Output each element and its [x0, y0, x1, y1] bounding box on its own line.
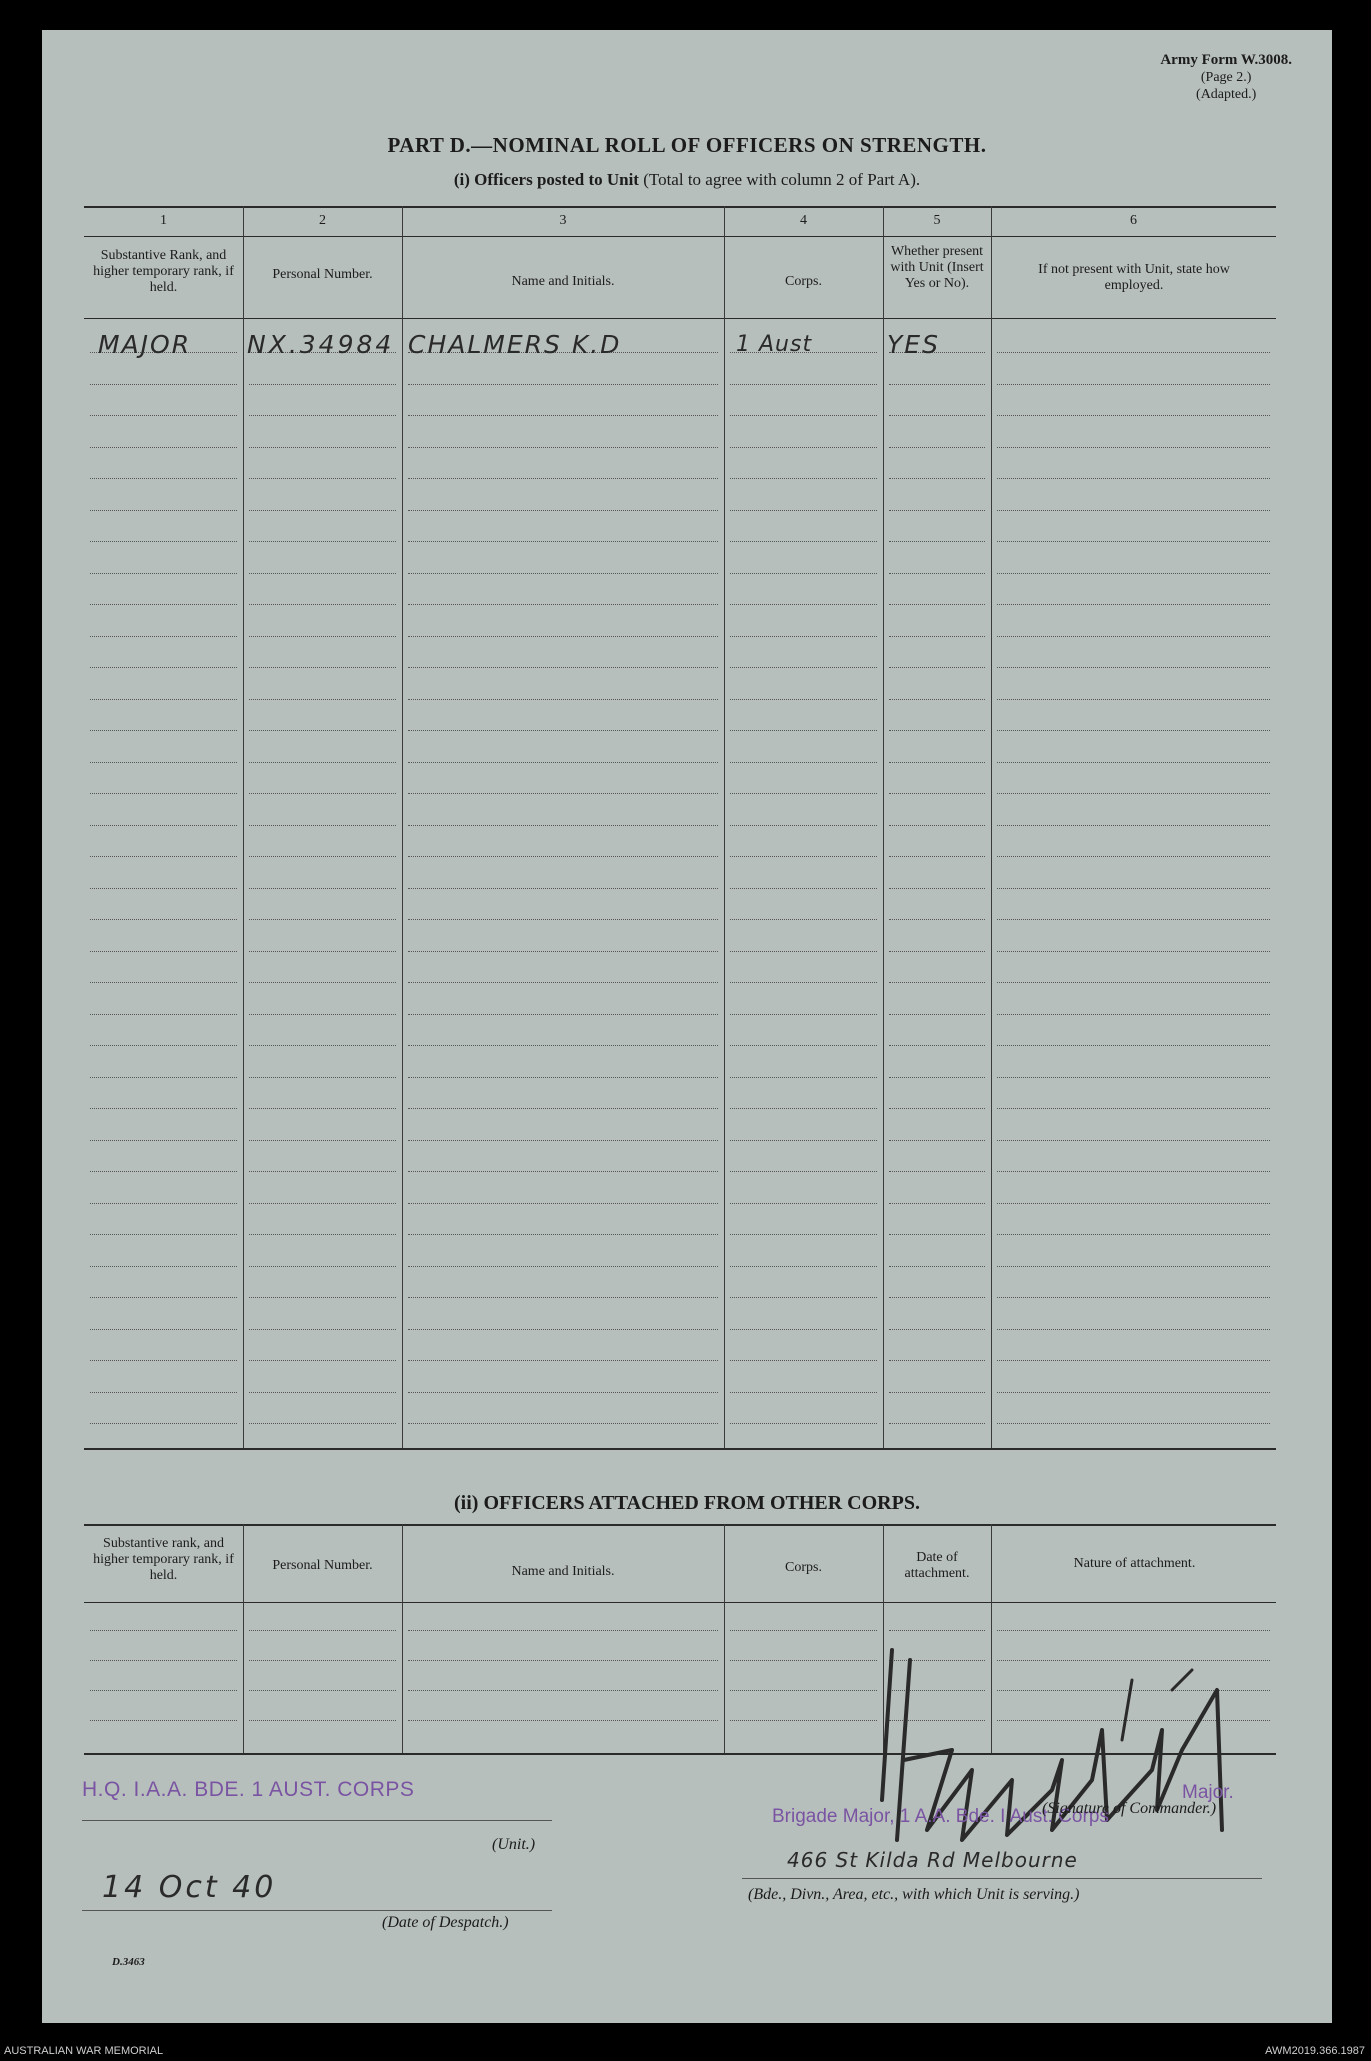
- dotted-rule: [730, 1045, 877, 1046]
- dotted-rule: [997, 510, 1270, 511]
- dotted-rule: [997, 793, 1270, 794]
- stamp-title: Brigade Major, 1 A.A. Bde. I Aust. Corps: [772, 1806, 1109, 1827]
- dotted-rule: [90, 888, 237, 889]
- dotted-rule: [249, 730, 396, 731]
- dotted-rule: [408, 888, 718, 889]
- dotted-rule: [889, 793, 985, 794]
- dotted-rule: [249, 447, 396, 448]
- dotted-rule: [408, 1630, 718, 1631]
- dotted-rule: [408, 1108, 718, 1109]
- table2-header-rule: [84, 1602, 1276, 1603]
- dotted-rule: [997, 951, 1270, 952]
- dotted-rule: [90, 825, 237, 826]
- dotted-rule: [408, 856, 718, 857]
- dotted-rule: [408, 447, 718, 448]
- dotted-rule: [997, 573, 1270, 574]
- dotted-rule: [249, 1360, 396, 1361]
- dotted-rule: [90, 1690, 237, 1691]
- dotted-rule: [730, 636, 877, 637]
- dotted-rule: [90, 762, 237, 763]
- dotted-rule: [997, 415, 1270, 416]
- dotted-rule: [408, 478, 718, 479]
- dotted-rule: [997, 667, 1270, 668]
- dotted-rule: [889, 667, 985, 668]
- signature-caption: (Signature of Commander.): [1042, 1800, 1217, 1817]
- dotted-rule: [90, 1329, 237, 1330]
- dotted-rule: [90, 1360, 237, 1361]
- dotted-rule: [730, 919, 877, 920]
- dotted-rule: [408, 384, 718, 385]
- unit-rule: [82, 1820, 552, 1821]
- cell-rank: MAJOR: [98, 330, 192, 359]
- unit-caption: (Unit.): [492, 1836, 536, 1853]
- dotted-rule: [997, 919, 1270, 920]
- col2-header-rank: Substantive rank, and higher temporary rank, if held.: [93, 1536, 234, 1583]
- dotted-rule: [408, 1297, 718, 1298]
- dotted-rule: [249, 1329, 396, 1330]
- dotted-rule: [408, 510, 718, 511]
- dotted-rule: [408, 1423, 718, 1424]
- table1-col-divider: [243, 206, 244, 1448]
- dotted-rule: [889, 888, 985, 889]
- dotted-rule: [889, 415, 985, 416]
- dotted-rule: [997, 1014, 1270, 1015]
- table1-bottom-rule: [84, 1448, 1276, 1450]
- address-caption: (Bde., Divn., Area, etc., with which Unit is serving.): [748, 1886, 1080, 1903]
- dotted-rule: [90, 730, 237, 731]
- dotted-rule: [889, 1014, 985, 1015]
- dotted-rule: [408, 541, 718, 542]
- dotted-rule: [249, 1203, 396, 1204]
- dotted-rule: [90, 667, 237, 668]
- dotted-rule: [408, 762, 718, 763]
- dotted-rule: [997, 1266, 1270, 1267]
- dotted-rule: [90, 573, 237, 574]
- dotted-rule: [408, 573, 718, 574]
- dotted-rule: [730, 1297, 877, 1298]
- dotted-rule: [90, 447, 237, 448]
- dotted-rule: [408, 1690, 718, 1691]
- cell-personal-number: NX.34984: [247, 330, 395, 359]
- commander-signature: [822, 1630, 1302, 1870]
- address-value: 466 St Kilda Rd Melbourne: [787, 1848, 1078, 1872]
- dotted-rule: [408, 1660, 718, 1661]
- date-of-despatch-value: 14 Oct 40: [102, 1870, 277, 1905]
- dotted-rule: [997, 1203, 1270, 1204]
- dotted-rule: [408, 1360, 718, 1361]
- dotted-rule: [408, 951, 718, 952]
- dotted-rule: [90, 1660, 237, 1661]
- dotted-rule: [889, 1266, 985, 1267]
- dotted-rule: [889, 919, 985, 920]
- col-header-corps: Corps.: [785, 274, 822, 289]
- dotted-rule: [90, 793, 237, 794]
- dotted-rule: [249, 1392, 396, 1393]
- col-header-rank: Substantive Rank, and higher temporary rank, if held.: [93, 248, 234, 295]
- dotted-rule: [249, 888, 396, 889]
- table1-header-rule: [84, 318, 1276, 319]
- dotted-rule: [997, 1392, 1270, 1393]
- dotted-rule: [408, 636, 718, 637]
- dotted-rule: [889, 762, 985, 763]
- dotted-rule: [730, 478, 877, 479]
- dotted-rule: [249, 1266, 396, 1267]
- dotted-rule: [249, 951, 396, 952]
- dotted-rule: [997, 730, 1270, 731]
- dotted-rule: [249, 1690, 396, 1691]
- dotted-rule: [90, 636, 237, 637]
- dotted-rule: [249, 1660, 396, 1661]
- archive-reference: AWM2019.366.1987: [1265, 2045, 1365, 2057]
- dotted-rule: [730, 1140, 877, 1141]
- dotted-rule: [997, 1329, 1270, 1330]
- dotted-rule: [249, 510, 396, 511]
- dotted-rule: [249, 1077, 396, 1078]
- dotted-rule: [997, 636, 1270, 637]
- dotted-rule: [90, 1203, 237, 1204]
- dotted-rule: [730, 1423, 877, 1424]
- table2-col-divider: [724, 1524, 725, 1753]
- dotted-rule: [889, 1360, 985, 1361]
- dotted-rule: [408, 919, 718, 920]
- dotted-rule: [889, 1108, 985, 1109]
- dotted-rule: [90, 1171, 237, 1172]
- dotted-rule: [408, 825, 718, 826]
- col-number: 6: [1130, 213, 1137, 228]
- dotted-rule: [730, 541, 877, 542]
- section1-heading-rest: (Total to agree with column 2 of Part A).: [638, 170, 921, 189]
- dotted-rule: [730, 667, 877, 668]
- page-title: PART D.—NOMINAL ROLL OF OFFICERS ON STRENGTH.: [387, 133, 987, 157]
- dotted-rule: [997, 1140, 1270, 1141]
- dotted-rule: [730, 1108, 877, 1109]
- dotted-rule: [889, 1329, 985, 1330]
- table1-col-divider: [991, 206, 992, 1448]
- dotted-rule: [997, 384, 1270, 385]
- dotted-rule: [90, 1045, 237, 1046]
- dotted-rule: [249, 856, 396, 857]
- dotted-rule: [249, 384, 396, 385]
- section1-heading: [42, 170, 1332, 190]
- dotted-rule: [889, 699, 985, 700]
- dotted-rule: [730, 951, 877, 952]
- dotted-rule: [249, 1630, 396, 1631]
- col-header-present: Whether present with Unit (Insert Yes or No).: [890, 244, 984, 291]
- dotted-rule: [730, 415, 877, 416]
- dotted-rule: [249, 793, 396, 794]
- dotted-rule: [90, 478, 237, 479]
- archive-name: AUSTRALIAN WAR MEMORIAL: [4, 2045, 164, 2057]
- dotted-rule: [90, 1630, 237, 1631]
- dotted-rule: [249, 541, 396, 542]
- cell-name: CHALMERS K.D: [408, 330, 622, 359]
- dotted-rule: [730, 1360, 877, 1361]
- dotted-rule: [730, 1266, 877, 1267]
- dotted-rule: [997, 352, 1270, 353]
- dotted-rule: [997, 982, 1270, 983]
- dotted-rule: [889, 447, 985, 448]
- dotted-rule: [408, 415, 718, 416]
- dotted-rule: [249, 1171, 396, 1172]
- dotted-rule: [90, 1108, 237, 1109]
- col-header-employed: If not present with Unit, state how employed.: [1038, 262, 1230, 293]
- dotted-rule: [249, 1045, 396, 1046]
- col-number: 4: [800, 213, 807, 228]
- dotted-rule: [997, 1045, 1270, 1046]
- dotted-rule: [997, 1077, 1270, 1078]
- dotted-rule: [90, 1297, 237, 1298]
- dotted-rule: [249, 762, 396, 763]
- dotted-rule: [997, 1297, 1270, 1298]
- dotted-rule: [408, 793, 718, 794]
- dotted-rule: [90, 1392, 237, 1393]
- dotted-rule: [889, 856, 985, 857]
- dotted-rule: [997, 825, 1270, 826]
- dotted-rule: [889, 1297, 985, 1298]
- address-rule: [742, 1878, 1262, 1879]
- dotted-rule: [730, 447, 877, 448]
- col-number: 5: [933, 213, 941, 228]
- dotted-rule: [249, 1140, 396, 1141]
- dotted-rule: [730, 1203, 877, 1204]
- dotted-rule: [249, 478, 396, 479]
- dotted-rule: [90, 415, 237, 416]
- dotted-rule: [730, 384, 877, 385]
- dotted-rule: [889, 1045, 985, 1046]
- dotted-rule: [889, 636, 985, 637]
- dotted-rule: [249, 825, 396, 826]
- dotted-rule: [889, 1203, 985, 1204]
- dotted-rule: [90, 384, 237, 385]
- table1-number-rule: [84, 236, 1276, 237]
- dotted-rule: [889, 478, 985, 479]
- dotted-rule: [997, 1108, 1270, 1109]
- table1-col-divider: [402, 206, 403, 1448]
- table1-col-divider: [724, 206, 725, 1448]
- section2-heading: (ii) OFFICERS ATTACHED FROM OTHER CORPS.: [454, 1492, 920, 1514]
- print-code: D.3463: [112, 1956, 145, 1968]
- table2-col-divider: [243, 1524, 244, 1753]
- col-number: 3: [559, 213, 567, 228]
- dotted-rule: [730, 793, 877, 794]
- dotted-rule: [997, 541, 1270, 542]
- dotted-rule: [889, 1234, 985, 1235]
- dotted-rule: [90, 604, 237, 605]
- dotted-rule: [889, 730, 985, 731]
- dotted-rule: [997, 856, 1270, 857]
- dotted-rule: [730, 1014, 877, 1015]
- dotted-rule: [997, 478, 1270, 479]
- table2-top-rule: [84, 1524, 1276, 1526]
- dotted-rule: [90, 510, 237, 511]
- dotted-rule: [889, 1140, 985, 1141]
- unit-stamp: H.Q. I.A.A. BDE. 1 AUST. CORPS: [82, 1778, 415, 1801]
- col2-header-nature: Nature of attachment.: [1073, 1556, 1196, 1571]
- dotted-rule: [889, 825, 985, 826]
- dotted-rule: [408, 1077, 718, 1078]
- dotted-rule: [889, 541, 985, 542]
- stamp-rank: Major.: [1182, 1782, 1234, 1803]
- dotted-rule: [730, 510, 877, 511]
- dotted-rule: [408, 1171, 718, 1172]
- col2-header-date: Date of attachment.: [904, 1550, 970, 1581]
- dotted-rule: [889, 1077, 985, 1078]
- dotted-rule: [249, 699, 396, 700]
- table1-col-divider: [883, 206, 884, 1448]
- dotted-rule: [249, 667, 396, 668]
- dotted-rule: [889, 510, 985, 511]
- dotted-rule: [90, 951, 237, 952]
- dotted-rule: [997, 888, 1270, 889]
- col2-header-number: Personal Number.: [272, 1558, 373, 1573]
- dotted-rule: [730, 856, 877, 857]
- form-number: Army Form W.3008.: [1160, 52, 1292, 68]
- dotted-rule: [408, 1392, 718, 1393]
- date-rule: [82, 1910, 552, 1911]
- dotted-rule: [408, 730, 718, 731]
- dotted-rule: [90, 856, 237, 857]
- dotted-rule: [730, 699, 877, 700]
- dotted-rule: [249, 1014, 396, 1015]
- dotted-rule: [408, 1266, 718, 1267]
- section1-heading-bold: (i) Officers posted to Unit: [453, 170, 639, 189]
- dotted-rule: [90, 1720, 237, 1721]
- dotted-rule: [249, 1720, 396, 1721]
- col2-header-name: Name and Initials.: [511, 1564, 615, 1579]
- dotted-rule: [408, 1329, 718, 1330]
- dotted-rule: [249, 573, 396, 574]
- dotted-rule: [889, 982, 985, 983]
- dotted-rule: [90, 1234, 237, 1235]
- dotted-rule: [90, 699, 237, 700]
- form-adapted-note: (Adapted.): [1196, 87, 1257, 102]
- dotted-rule: [249, 1297, 396, 1298]
- dotted-rule: [408, 1140, 718, 1141]
- dotted-rule: [889, 1423, 985, 1424]
- dotted-rule: [730, 1329, 877, 1330]
- archive-bar: [0, 2042, 1371, 2061]
- dotted-rule: [730, 825, 877, 826]
- dotted-rule: [730, 604, 877, 605]
- dotted-rule: [889, 1171, 985, 1172]
- dotted-rule: [249, 636, 396, 637]
- dotted-rule: [408, 1014, 718, 1015]
- dotted-rule: [249, 1108, 396, 1109]
- col-header-name: Name and Initials.: [511, 274, 615, 289]
- col2-header-corps: Corps.: [785, 1560, 822, 1575]
- dotted-rule: [90, 541, 237, 542]
- dotted-rule: [90, 1014, 237, 1015]
- dotted-rule: [889, 384, 985, 385]
- dotted-rule: [408, 1234, 718, 1235]
- table2-col-divider: [402, 1524, 403, 1753]
- dotted-rule: [408, 1203, 718, 1204]
- dotted-rule: [408, 604, 718, 605]
- dotted-rule: [408, 1045, 718, 1046]
- dotted-rule: [997, 699, 1270, 700]
- col-number: 1: [160, 213, 167, 228]
- cell-present: YES: [887, 330, 940, 359]
- dotted-rule: [730, 1392, 877, 1393]
- dotted-rule: [730, 573, 877, 574]
- form-page-number: (Page 2.): [1200, 70, 1252, 85]
- dotted-rule: [249, 982, 396, 983]
- dotted-rule: [408, 667, 718, 668]
- form-number-block: [1160, 52, 1292, 103]
- dotted-rule: [997, 1171, 1270, 1172]
- dotted-rule: [730, 730, 877, 731]
- dotted-rule: [90, 1266, 237, 1267]
- dotted-rule: [997, 447, 1270, 448]
- dotted-rule: [730, 888, 877, 889]
- dotted-rule: [889, 1392, 985, 1393]
- dotted-rule: [997, 1234, 1270, 1235]
- dotted-rule: [90, 919, 237, 920]
- dotted-rule: [249, 1423, 396, 1424]
- dotted-rule: [249, 604, 396, 605]
- dotted-rule: [889, 573, 985, 574]
- dotted-rule: [90, 1423, 237, 1424]
- dotted-rule: [997, 1423, 1270, 1424]
- dotted-rule: [997, 762, 1270, 763]
- col-number: 2: [319, 213, 326, 228]
- cell-corps: 1 Aust: [736, 332, 813, 357]
- dotted-rule: [730, 762, 877, 763]
- dotted-rule: [90, 1140, 237, 1141]
- dotted-rule: [997, 1360, 1270, 1361]
- dotted-rule: [408, 699, 718, 700]
- dotted-rule: [889, 951, 985, 952]
- dotted-rule: [997, 604, 1270, 605]
- dotted-rule: [249, 1234, 396, 1235]
- dotted-rule: [730, 1077, 877, 1078]
- dotted-rule: [889, 604, 985, 605]
- dotted-rule: [249, 415, 396, 416]
- form-page: [42, 30, 1332, 2023]
- dotted-rule: [730, 1171, 877, 1172]
- dotted-rule: [90, 982, 237, 983]
- dotted-rule: [730, 982, 877, 983]
- table1-top-rule: [84, 206, 1276, 208]
- dotted-rule: [90, 1077, 237, 1078]
- dotted-rule: [249, 919, 396, 920]
- col-header-number: Personal Number.: [272, 267, 373, 282]
- dotted-rule: [408, 982, 718, 983]
- dotted-rule: [730, 1234, 877, 1235]
- dotted-rule: [408, 1720, 718, 1721]
- date-caption: (Date of Despatch.): [382, 1914, 509, 1931]
